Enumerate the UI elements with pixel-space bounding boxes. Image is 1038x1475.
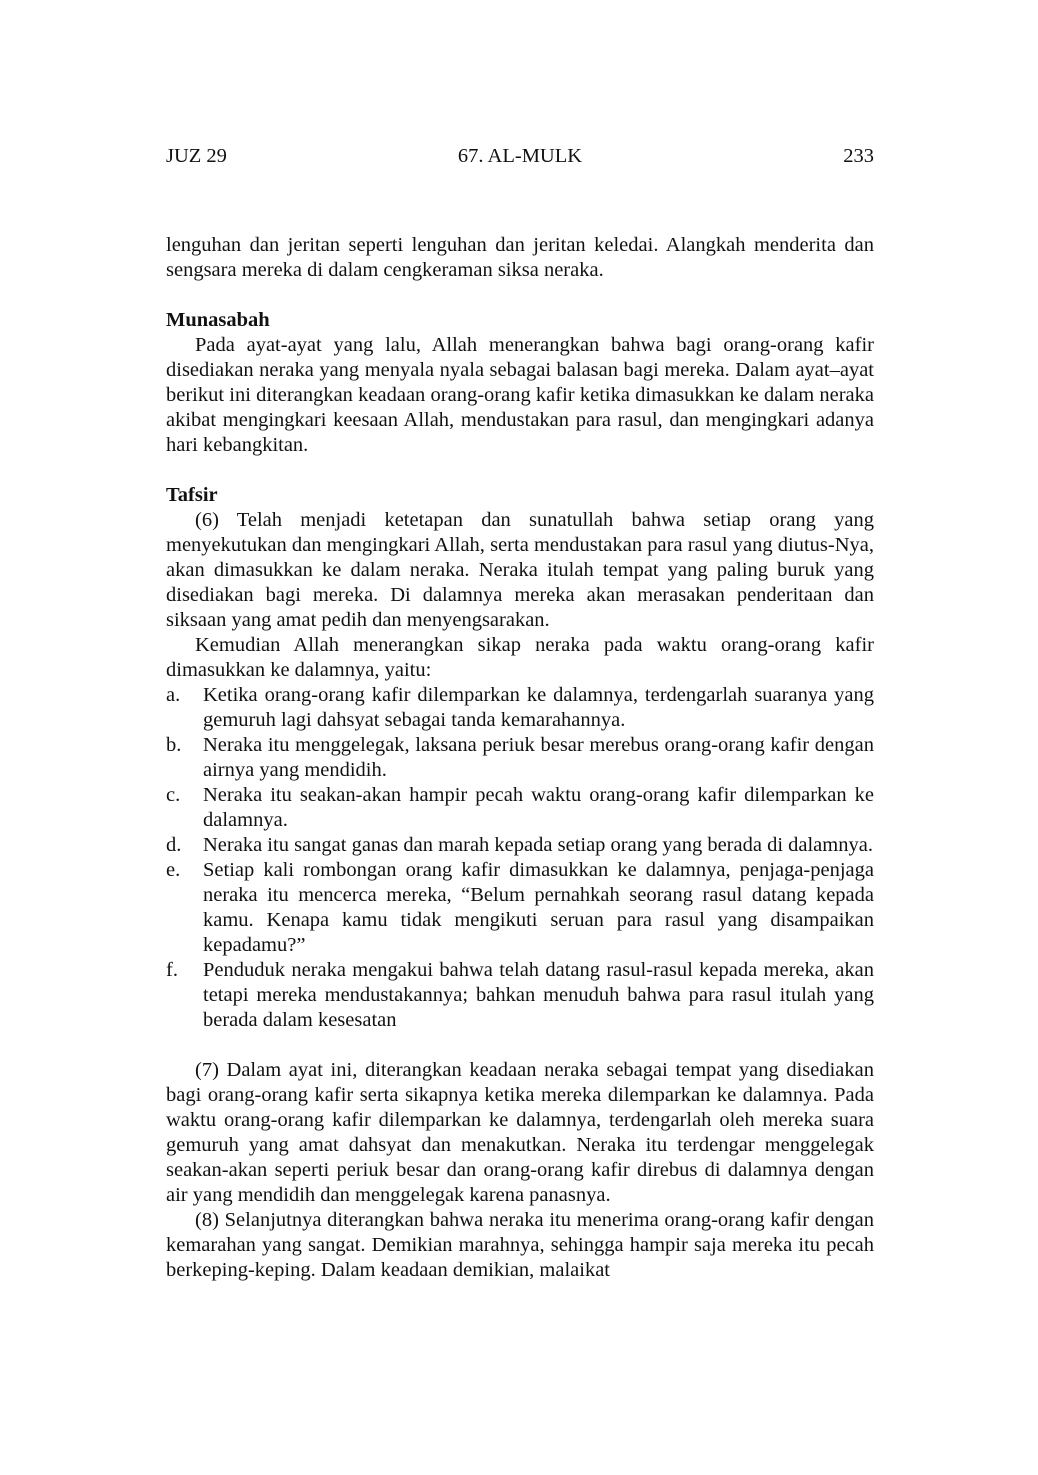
section-spacer <box>166 1033 874 1058</box>
munasabah-heading: Munasabah <box>166 309 270 331</box>
list-item-text: Neraka itu sangat ganas dan marah kepada setiap orang yang berada di dalamnya. <box>203 834 873 856</box>
tafsir-paragraph-intro-list: Kemudian Allah menerangkan sikap neraka pada waktu orang-orang kafir dimasukkan ke dalamnya, yaitu: <box>166 634 874 681</box>
section-spacer <box>166 283 874 308</box>
juz-label: JUZ 29 <box>166 145 227 167</box>
list-item <box>166 733 874 783</box>
munasabah-paragraph: Pada ayat-ayat yang lalu, Allah menerangkan bahwa bagi orang-orang kafir disediakan neraka yang menyala nyala sebagai balasan bagi mereka. Dalam ayat–ayat berikut ini diterangkan keadaan orang-orang kafir ketika dimasukkan ke dalam neraka akibat mengingkari keesaan Allah, mendustakan para rasul, dan mengingkari adanya hari kebangkitan. <box>166 334 874 456</box>
intro-paragraph: lenguhan dan jeritan seperti lenguhan dan jeritan keledai. Alangkah menderita dan sengsara mereka di dalam cengkeraman siksa neraka. <box>166 234 874 281</box>
list-item-text: Penduduk neraka mengakui bahwa telah datang rasul-rasul kepada mereka, akan tetapi mereka mendustakannya; bahkan menuduh bahwa para rasul itulah yang berada dalam kesesatan <box>203 959 874 1031</box>
list-marker: f. <box>166 959 178 981</box>
tafsir-paragraph-7: (7) Dalam ayat ini, diterangkan keadaan neraka sebagai tempat yang disediakan bagi orang-orang kafir serta sikapnya ketika mereka dilemparkan ke dalamnya. Pada waktu orang-orang kafir dilemparkan ke dalamnya, terdengarlah oleh mereka suara gemuruh yang amat dahsyat dan menakutkan. Neraka itu terdengar menggelegak seakan-akan seperti periuk besar dan orang-orang kafir direbus di dalamnya dengan air yang mendidih dan menggelegak karena panasnya. <box>166 1059 874 1206</box>
tafsir-paragraph-6: (6) Telah menjadi ketetapan dan sunatullah bahwa setiap orang yang menyekutukan dan mengingkari Allah, serta mendustakan para rasul yang diutus-Nya, akan dimasukkan ke dalam neraka. Neraka itulah tempat yang paling buruk yang disediakan bagi mereka. Di dalamnya mereka akan merasakan penderitaan dan siksaan yang amat pedih dan menyengsarakan. <box>166 509 874 631</box>
list-item <box>166 958 874 1033</box>
list-item <box>166 858 874 958</box>
running-header <box>166 145 874 175</box>
list-marker: e. <box>166 859 181 881</box>
tafsir-heading: Tafsir <box>166 484 218 506</box>
list-item <box>166 683 874 733</box>
list-item-text: Setiap kali rombongan orang kafir dimasukkan ke dalamnya, penjaga-penjaga neraka itu mencerca mereka, “Belum pernahkah seorang rasul datang kepada kamu. Kenapa kamu tidak mengikuti seruan para rasul yang disampaikan kepadamu?” <box>203 859 874 956</box>
section-spacer <box>166 458 874 483</box>
tafsir-paragraph-8: (8) Selanjutnya diterangkan bahwa neraka itu menerima orang-orang kafir dengan kemarahan yang sangat. Demikian marahnya, sehingga hampir saja mereka itu pecah berkeping-keping. Dalam keadaan demikian, malaikat <box>166 1209 874 1281</box>
surah-title: 67. AL-MULK <box>457 145 583 167</box>
list-marker: d. <box>166 834 182 856</box>
tafsir-section <box>166 483 874 1283</box>
page-number: 233 <box>843 145 874 167</box>
page-body <box>166 233 874 1283</box>
list-marker: c. <box>166 784 181 806</box>
list-marker: a. <box>166 684 181 706</box>
list-item-text: Neraka itu seakan-akan hampir pecah waktu orang-orang kafir dilemparkan ke dalamnya. <box>203 784 874 831</box>
list-marker: b. <box>166 734 182 756</box>
list-item-text: Ketika orang-orang kafir dilemparkan ke dalamnya, terdengarlah suaranya yang gemuruh lagi dahsyat sebagai tanda kemarahannya. <box>203 684 874 731</box>
list-item-text: Neraka itu menggelegak, laksana periuk besar merebus orang-orang kafir dengan airnya yang mendidih. <box>203 734 874 781</box>
list-item <box>166 783 874 833</box>
list-item <box>166 833 874 858</box>
munasabah-section <box>166 308 874 458</box>
neraka-attitude-list <box>166 683 874 1033</box>
